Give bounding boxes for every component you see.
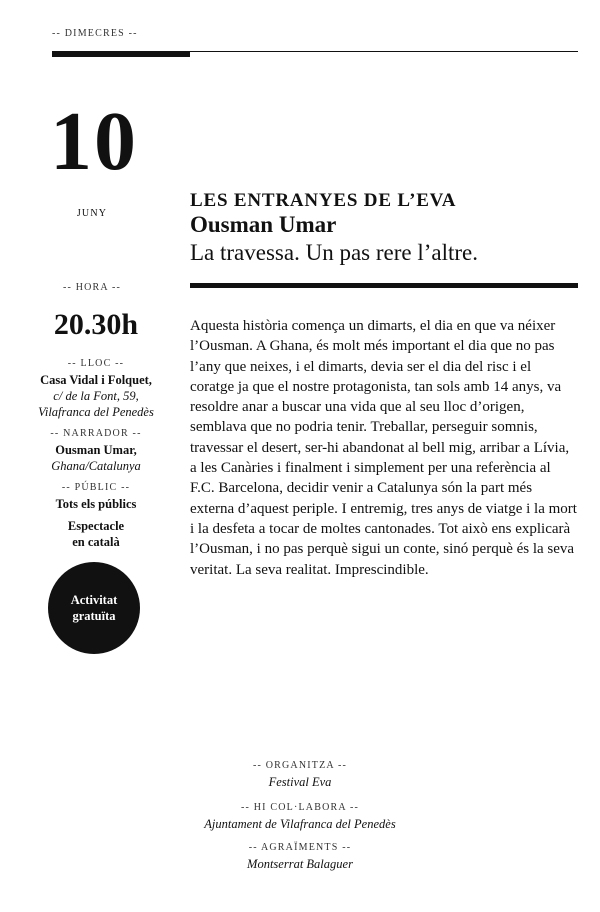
venue-name: Casa Vidal i Folquet, <box>40 373 152 387</box>
free-activity-badge <box>48 562 140 654</box>
narrator-block <box>26 426 166 474</box>
credit-label: -- HI COL·LABORA -- <box>240 802 360 813</box>
header-rule-thin <box>190 51 578 52</box>
language-line-1: Espectacle <box>67 519 125 533</box>
header-rule-thick <box>52 51 190 57</box>
credit-value: Festival Eva <box>268 775 332 789</box>
audience-label: -- PÚBLIC -- <box>61 482 131 493</box>
language-block <box>26 518 166 550</box>
title-rule <box>190 283 578 288</box>
event-description: Aquesta història comença un dimarts, el dia en que va néixer l’Ousman. A Ghana, és molt més important el dia que no pas l’any que neixes, i el dimarts, devia ser el dia del risc i el coratge ja que el nostre protagonista, tan sols amb 14 anys, va resoldre anar a buscar una vida que al seu lloc d’origen, semblava que no podria tenir. Treballar, perseguir somnis, travessar el desert, ser-hi abandonat al bell mig, arribar a Lívia, a les Canàries i finalment i simplement per una referència al F.C. Barcelona, decidir venir a Catalunya són la part més externa d’aquest periple. I entremig, tres anys de viatge i la mort i la desfeta a tocar de moltes cantonades. Tot això ens explicarà l’Ousman, i no pas perquè sigui un conte, sinó perquè és la seva veritat. La seva realitat. Imprescindible. <box>190 318 577 578</box>
narrator-origin: Ghana/Catalunya <box>51 459 141 473</box>
audience-block <box>26 480 166 512</box>
audience-value: Tots els públics <box>55 497 137 511</box>
time-label: -- HORA -- <box>62 282 122 293</box>
time-value: 20.30h <box>53 308 139 341</box>
credit-value: Ajuntament de Vilafranca del Penedès <box>204 817 396 831</box>
credit-value: Montserrat Balaguer <box>247 857 353 871</box>
day-number: 10 <box>50 95 138 188</box>
venue-block <box>26 356 166 420</box>
language-line-2: en català <box>72 535 120 549</box>
credit-label: -- ORGANITZA -- <box>252 760 348 771</box>
event-subtitle: La travessa. Un pas rere l’altre. <box>190 240 478 265</box>
venue-address: c/ de la Font, 59, <box>53 389 139 403</box>
month-label: JUNY <box>76 208 108 219</box>
credit-collaborator <box>100 800 500 832</box>
event-author: Ousman Umar <box>190 212 337 237</box>
venue-city: Vilafranca del Penedès <box>38 405 154 419</box>
badge-line-1: Activitat <box>70 593 118 607</box>
event-kicker: LES ENTRANYES DE L’EVA <box>190 190 457 211</box>
credit-label: -- AGRAÏMENTS -- <box>248 842 352 853</box>
credit-organizer <box>100 758 500 790</box>
narrator-name: Ousman Umar, <box>55 443 137 457</box>
badge-line-2: gratuïta <box>72 609 116 623</box>
venue-label: -- LLOC -- <box>67 358 125 369</box>
narrator-label: -- NARRADOR -- <box>50 428 142 439</box>
weekday-label: -- DIMECRES -- <box>52 28 138 39</box>
credit-thanks <box>100 840 500 872</box>
